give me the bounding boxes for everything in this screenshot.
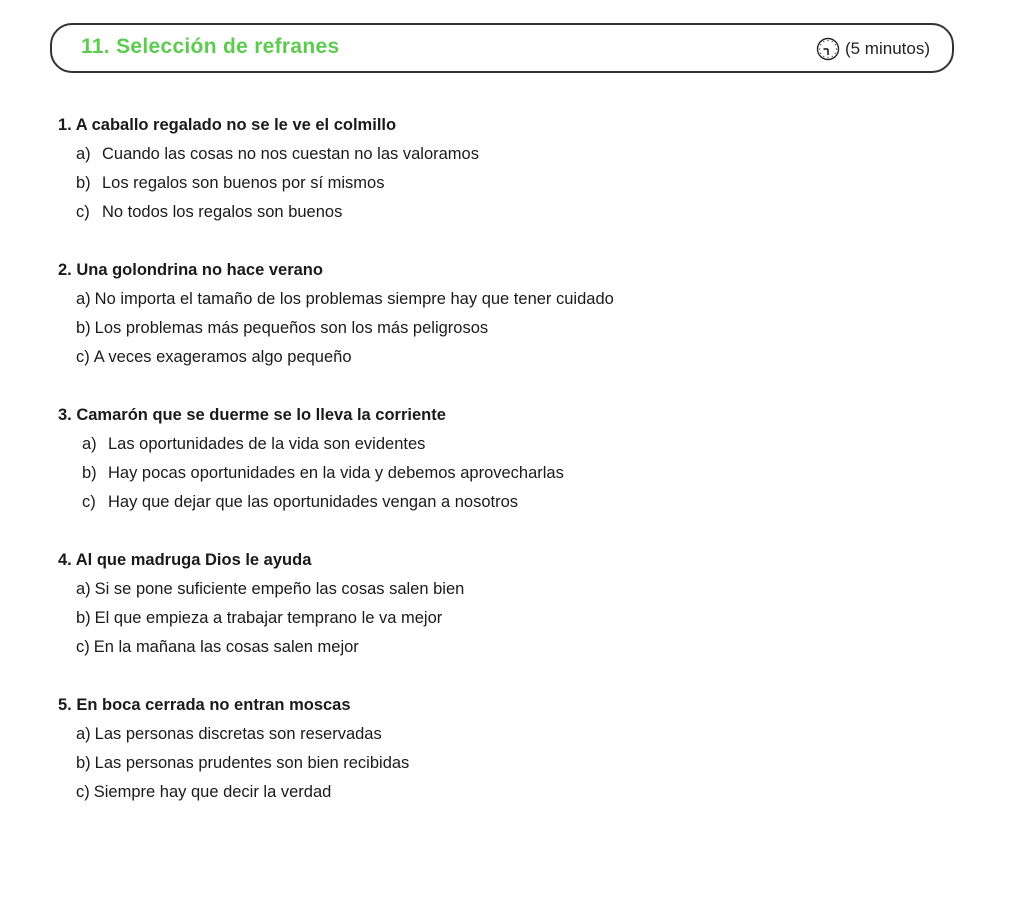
time-estimate	[816, 37, 930, 61]
question-4	[58, 550, 464, 666]
option-a[interactable]: a) Las personas discretas son reservadas	[76, 725, 382, 743]
option-b[interactable]: b) Los problemas más pequeños son los más peligrosos	[76, 319, 489, 337]
section-header	[50, 23, 954, 73]
option-c[interactable]: c) A veces exageramos algo pequeño	[76, 348, 352, 366]
question-5	[58, 695, 409, 811]
option-a[interactable]: a) Cuando las cosas no nos cuestan no las valoramos	[76, 145, 479, 163]
option-c[interactable]: c) Hay que dejar que las oportunidades vengan a nosotros	[82, 493, 519, 511]
option-c[interactable]: c) No todos los regalos son buenos	[76, 203, 343, 221]
option-b[interactable]: b) Las personas prudentes son bien recibidas	[76, 754, 410, 772]
option-c[interactable]: c) En la mañana las cosas salen mejor	[76, 638, 359, 656]
option-c[interactable]: c) Siempre hay que decir la verdad	[76, 783, 332, 801]
section-title: 11. Selección de refranes	[81, 35, 340, 58]
option-b[interactable]: b) Hay pocas oportunidades en la vida y debemos aprovecharlas	[82, 464, 564, 482]
question-title: 3. Camarón que se duerme se lo lleva la corriente	[58, 406, 446, 424]
option-b[interactable]: b) El que empieza a trabajar temprano le va mejor	[76, 609, 443, 627]
clock-icon	[816, 37, 840, 61]
question-1	[58, 115, 479, 231]
question-title: 4. Al que madruga Dios le ayuda	[58, 551, 312, 569]
question-3	[58, 405, 564, 521]
time-label: (5 minutos)	[844, 39, 930, 58]
option-b[interactable]: b) Los regalos son buenos por sí mismos	[76, 174, 385, 192]
option-a[interactable]: a) Si se pone suficiente empeño las cosas salen bien	[76, 580, 465, 598]
question-2	[58, 260, 614, 376]
question-title: 1. A caballo regalado no se le ve el colmillo	[58, 116, 397, 134]
question-title: 2. Una golondrina no hace verano	[58, 261, 323, 279]
question-title: 5. En boca cerrada no entran moscas	[58, 696, 351, 714]
option-a[interactable]: a) Las oportunidades de la vida son evidentes	[82, 435, 426, 453]
option-a[interactable]: a) No importa el tamaño de los problemas siempre hay que tener cuidado	[76, 290, 614, 308]
